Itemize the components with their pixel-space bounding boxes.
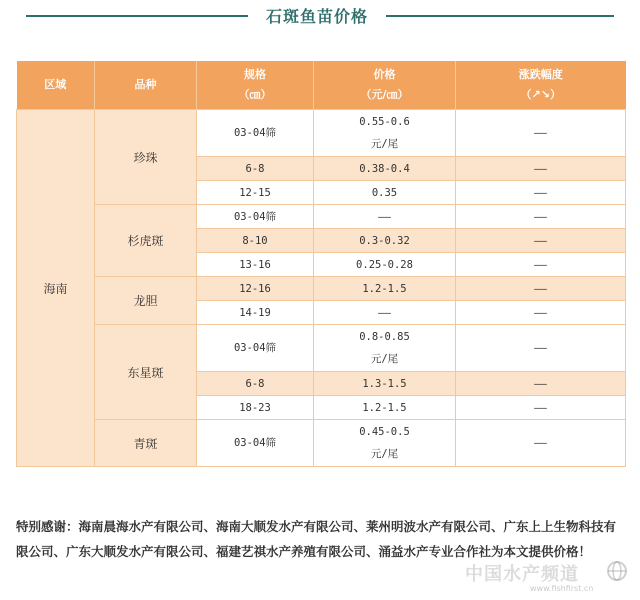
change-cell: —— [456,396,626,420]
header-region: 区域 [17,61,95,110]
spec-cell: 03-04筛 [197,325,314,372]
change-cell: —— [456,301,626,325]
table-row [17,205,626,229]
variety-cell: 东星斑 [95,325,197,420]
change-cell: —— [456,157,626,181]
change-cell: —— [456,253,626,277]
price-table-container [16,61,625,467]
price-cell: 0.3-0.32 [314,229,456,253]
price-cell: 0.55-0.6 元/尾 [314,110,456,157]
price-cell: 0.35 [314,181,456,205]
page-title: 石斑鱼苗价格 [265,7,368,26]
change-cell: —— [456,181,626,205]
price-cell: 0.8-0.85 元/尾 [314,325,456,372]
table-row [17,277,626,301]
header-price-unit: （元/㎝） [360,88,409,101]
spec-cell: 03-04筛 [197,205,314,229]
table-header-row [17,61,626,110]
change-cell: —— [456,229,626,253]
globe-icon [606,560,628,582]
change-cell: —— [456,325,626,372]
change-cell: —— [456,420,626,467]
spec-cell: 12-16 [197,277,314,301]
spec-cell: 13-16 [197,253,314,277]
spec-cell: 03-04筛 [197,110,314,157]
spec-cell: 6-8 [197,372,314,396]
price-cell: 1.2-1.5 [314,277,456,301]
table-row [17,420,626,467]
variety-cell: 杉虎斑 [95,205,197,277]
change-cell: —— [456,277,626,301]
price-cell: 1.3-1.5 [314,372,456,396]
spec-cell: 14-19 [197,301,314,325]
watermark-text: 中国水产频道 [465,564,579,585]
watermark-url: www.fishfirst.cn [530,584,594,593]
page-header [0,0,640,36]
variety-cell: 龙胆 [95,277,197,325]
price-cell: 0.25-0.28 [314,253,456,277]
price-cell: 0.45-0.5 元/尾 [314,420,456,467]
price-cell: 0.38-0.4 [314,157,456,181]
variety-cell: 青斑 [95,420,197,467]
header-change: 涨跌幅度 （↗↘） [456,61,626,110]
header-spec-unit: （㎝） [238,88,272,101]
header-divider-left [26,15,248,17]
region-cell: 海南 [17,110,95,467]
spec-cell: 6-8 [197,157,314,181]
change-cell: —— [456,372,626,396]
price-cell: —— [314,205,456,229]
change-cell: —— [456,110,626,157]
acknowledgement-text: 特别感谢：海南晨海水产有限公司、海南大顺发水产有限公司、莱州明波水产有限公司、广东上上生物科技有限公司、广东大顺发水产有限公司、福建艺祺水产养殖有限公司、涌益水产专业合作社为本文提供价格！ [16,519,617,559]
price-table [16,61,626,467]
change-cell: —— [456,205,626,229]
spec-cell: 12-15 [197,181,314,205]
header-spec: 规格 （㎝） [197,61,314,110]
table-row [17,325,626,372]
price-cell: 1.2-1.5 [314,396,456,420]
header-change-unit: （↗↘） [520,88,561,101]
header-price: 价格 （元/㎝） [314,61,456,110]
variety-cell: 珍珠 [95,110,197,205]
header-divider-right [386,15,614,17]
price-cell: —— [314,301,456,325]
spec-cell: 8-10 [197,229,314,253]
spec-cell: 18-23 [197,396,314,420]
header-variety: 品种 [95,61,197,110]
spec-cell: 03-04筛 [197,420,314,467]
